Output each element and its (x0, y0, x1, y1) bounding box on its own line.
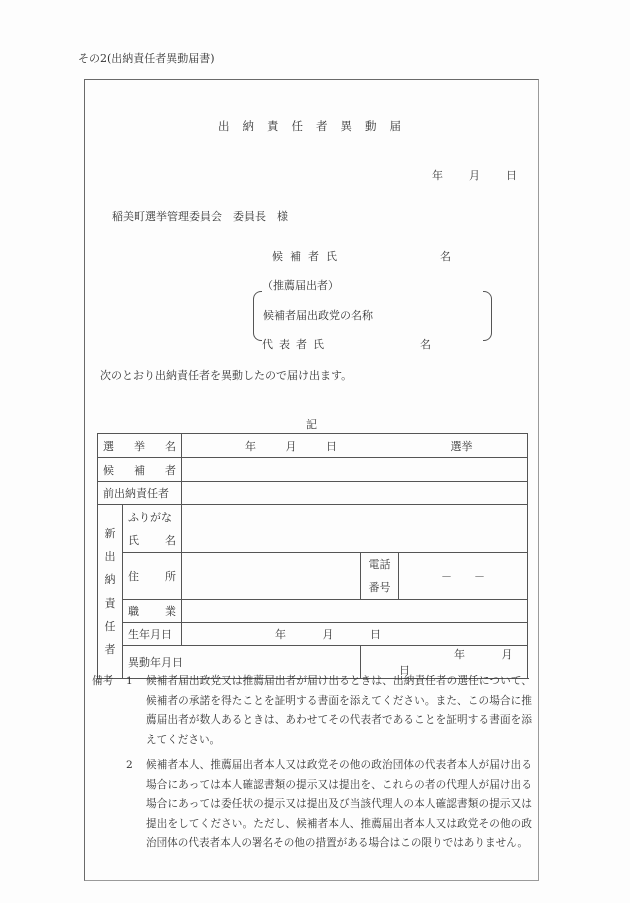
remark-item (92, 756, 532, 854)
previous-treasurer-field[interactable] (182, 482, 528, 505)
form-title: 出納責任者異動届 (218, 119, 414, 133)
form-caption: その2(出納責任者異動届書) (78, 52, 215, 65)
table-row-election (98, 434, 528, 458)
remark-text: 候補者本人、推薦届出者本人又は政党その他の政治団体の代表者本人が届け出る場合にあっては本人確認書類の提示又は提出を、これらの者の代理人が届け出る場合にあっては委任状の提示又は提出及び当該代理人の本人確認書類の提示又は提出をしてください。ただし、候補者本人、推薦届出者本人又は政党その他の政治団体の代表者本人の署名その他の措置がある場合はこの限りではありません。 (146, 759, 532, 849)
right-bracket (483, 291, 492, 341)
birthdate-label: 生年月日 (123, 623, 182, 646)
representative-name-suffix: 名 (420, 338, 431, 351)
table-row-birthdate (98, 623, 528, 646)
new-treasurer-group-label: 新 出 納 責 任 者 (98, 505, 123, 679)
table-row-candidate (98, 458, 528, 482)
occupation-label: 職 業 (123, 600, 182, 623)
day-label: 日 (506, 169, 517, 182)
candidate-label: 候 補 者 (98, 458, 182, 482)
remark-item (92, 672, 532, 750)
ki-heading: 記 (306, 418, 317, 431)
table-row-furigana (98, 505, 528, 529)
remarks-heading: 備考 (92, 675, 114, 687)
candidate-field[interactable] (182, 458, 528, 482)
change-date-field[interactable]: 年 月 日 (361, 646, 528, 679)
phone-field[interactable]: － － (399, 553, 528, 600)
details-table (97, 433, 528, 679)
change-date-label: 異動年月日 (123, 646, 361, 679)
addressee: 稲美町選挙管理委員会 委員長 様 (112, 210, 288, 223)
month-label: 月 (469, 169, 480, 182)
party-name-label: 候補者届出政党の名称 (263, 309, 373, 322)
left-bracket (253, 291, 262, 341)
address-field[interactable] (182, 553, 361, 600)
submission-date (432, 167, 517, 183)
remark-text: 候補者届出政党又は推薦届出者が届け出るときは、出納責任者の選任について、候補者の承諾を得たことを証明する書面を添えてください。また、この場合に推薦届出者が数人あるときは、あわせてその代表者であることを証明する書面を添えてください。 (146, 675, 532, 746)
table-row-occupation (98, 600, 528, 623)
election-field[interactable]: 年 月 日 選挙 (182, 434, 528, 458)
table-row-address (98, 553, 528, 600)
name-field[interactable] (182, 505, 528, 553)
sponsor-label: （推薦届出者） (262, 279, 339, 292)
year-label: 年 (432, 169, 443, 182)
table-row-previous (98, 482, 528, 505)
candidate-name-label: 候補者氏 (272, 250, 344, 263)
intro-text: 次のとおり出納責任者を異動したので届け出ます。 (100, 369, 353, 382)
address-label: 住 所 (123, 553, 182, 600)
candidate-name-suffix: 名 (440, 250, 451, 263)
previous-treasurer-label: 前出納責任者 (98, 482, 182, 505)
remarks (92, 672, 532, 854)
name-label: 氏 名 (123, 529, 182, 553)
election-label: 選 挙 名 (98, 434, 182, 458)
phone-label: 電話 番号 (361, 553, 399, 600)
birthdate-field[interactable]: 年 月 日 (182, 623, 528, 646)
occupation-field[interactable] (182, 600, 528, 623)
remark-number: 2 (126, 759, 133, 771)
furigana-label: ふりがな (123, 505, 182, 529)
remark-number: 1 (126, 675, 133, 687)
representative-name-label: 代表者氏 (262, 338, 330, 351)
